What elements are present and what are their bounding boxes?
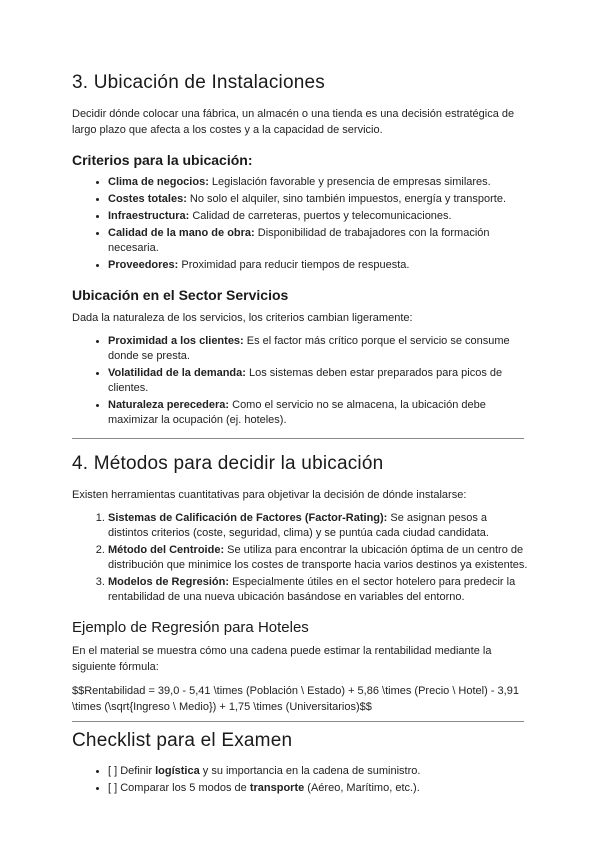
section-divider bbox=[72, 438, 524, 439]
item-text: Es el factor más crítico porque el servicio se consume donde se presta. bbox=[108, 335, 510, 362]
methods-list bbox=[72, 511, 528, 605]
example-title: Ejemplo de Regresión para Hoteles bbox=[72, 619, 309, 636]
item-text: Especialmente útiles en el sector hotelero para predecir la rentabilidad de una nueva ubicación basándose en variables del entorno. bbox=[108, 576, 516, 603]
item-keyword: transporte bbox=[249, 782, 305, 794]
item-keyword: logística bbox=[155, 765, 200, 777]
item-label: Calidad de la mano de obra: bbox=[108, 227, 255, 239]
item-label: Costes totales: bbox=[108, 193, 187, 205]
item-label: Proximidad a los clientes: bbox=[108, 335, 244, 347]
item-label: Sistemas de Calificación de Factores (Factor-Rating): bbox=[108, 512, 388, 524]
item-text: No solo el alquiler, sino también impuestos, energía y transporte. bbox=[186, 193, 507, 205]
list-item bbox=[108, 511, 528, 541]
section-3-title: 3. Ubicación de Instalaciones bbox=[72, 72, 325, 93]
item-text: [ ] Comparar los 5 modos de bbox=[108, 782, 250, 794]
section-4-intro: Existen herramientas cuantitativas para objetivar la decisión de dónde instalarse: bbox=[72, 489, 467, 501]
checklist-item bbox=[108, 781, 528, 796]
item-text: Legislación favorable y presencia de empresas similares. bbox=[208, 176, 491, 188]
item-label: Proveedores: bbox=[108, 259, 179, 271]
list-item bbox=[108, 209, 528, 224]
checklist-title: Checklist para el Examen bbox=[72, 730, 293, 751]
item-label: Volatilidad de la demanda: bbox=[108, 367, 246, 379]
list-item bbox=[108, 398, 528, 428]
item-text: (Aéreo, Marítimo, etc.). bbox=[304, 782, 420, 794]
example-intro: En el material se muestra cómo una cadena puede estimar la rentabilidad mediante la siguiente fórmula: bbox=[72, 645, 492, 673]
item-text: y su importancia en la cadena de suministro. bbox=[199, 765, 421, 777]
list-item bbox=[108, 258, 528, 273]
services-title: Ubicación en el Sector Servicios bbox=[72, 287, 289, 303]
list-item bbox=[108, 575, 528, 605]
list-item bbox=[108, 334, 528, 364]
item-text: Disponibilidad de trabajadores con la formación necesaria. bbox=[108, 227, 490, 254]
item-label: Modelos de Regresión: bbox=[108, 576, 230, 588]
criteria-list bbox=[72, 175, 528, 273]
services-intro: Dada la naturaleza de los servicios, los criterios cambian ligeramente: bbox=[72, 312, 413, 324]
list-item bbox=[108, 226, 528, 256]
regression-formula: $$Rentabilidad = 39,0 - 5,41 \times (Población \ Estado) + 5,86 \times (Precio \ Hotel) - 3,91 \times (\sqrt{Ingreso \ Medio}) + 1,75 \times (Universitarios)$$ bbox=[72, 685, 519, 713]
section-3-intro: Decidir dónde colocar una fábrica, un almacén o una tienda es una decisión estratégica de largo plazo que afecta a los costes y a la capacidad de servicio. bbox=[72, 108, 515, 136]
services-list bbox=[72, 334, 528, 428]
list-item bbox=[108, 366, 528, 396]
item-text: [ ] Definir bbox=[108, 765, 156, 777]
list-item bbox=[108, 543, 528, 573]
item-text: Se utiliza para encontrar la ubicación óptima de un centro de distribución que minimice los costes de transporte hacia varios destinos ya existentes. bbox=[108, 544, 528, 571]
item-label: Naturaleza perecedera: bbox=[108, 399, 230, 411]
item-text: Como el servicio no se almacena, la ubicación debe maximizar la ocupación (ej. hoteles). bbox=[108, 399, 486, 426]
item-text: Proximidad para reducir tiempos de respuesta. bbox=[178, 259, 410, 271]
item-text: Los sistemas deben estar preparados para picos de clientes. bbox=[108, 367, 503, 394]
item-label: Clima de negocios: bbox=[108, 176, 209, 188]
checklist-list bbox=[72, 764, 528, 796]
item-label: Método del Centroide: bbox=[108, 544, 225, 556]
item-text: Calidad de carreteras, puertos y telecomunicaciones. bbox=[189, 210, 452, 222]
section-divider bbox=[72, 721, 524, 722]
section-4-title: 4. Métodos para decidir la ubicación bbox=[72, 453, 384, 474]
list-item bbox=[108, 175, 528, 190]
criteria-title: Criterios para la ubicación: bbox=[72, 152, 253, 168]
checklist-item bbox=[108, 764, 528, 779]
list-item bbox=[108, 192, 528, 207]
item-text: Se asignan pesos a distintos criterios (coste, seguridad, clima) y se puntúa cada ciudad candidata. bbox=[108, 512, 489, 539]
item-label: Infraestructura: bbox=[108, 210, 190, 222]
